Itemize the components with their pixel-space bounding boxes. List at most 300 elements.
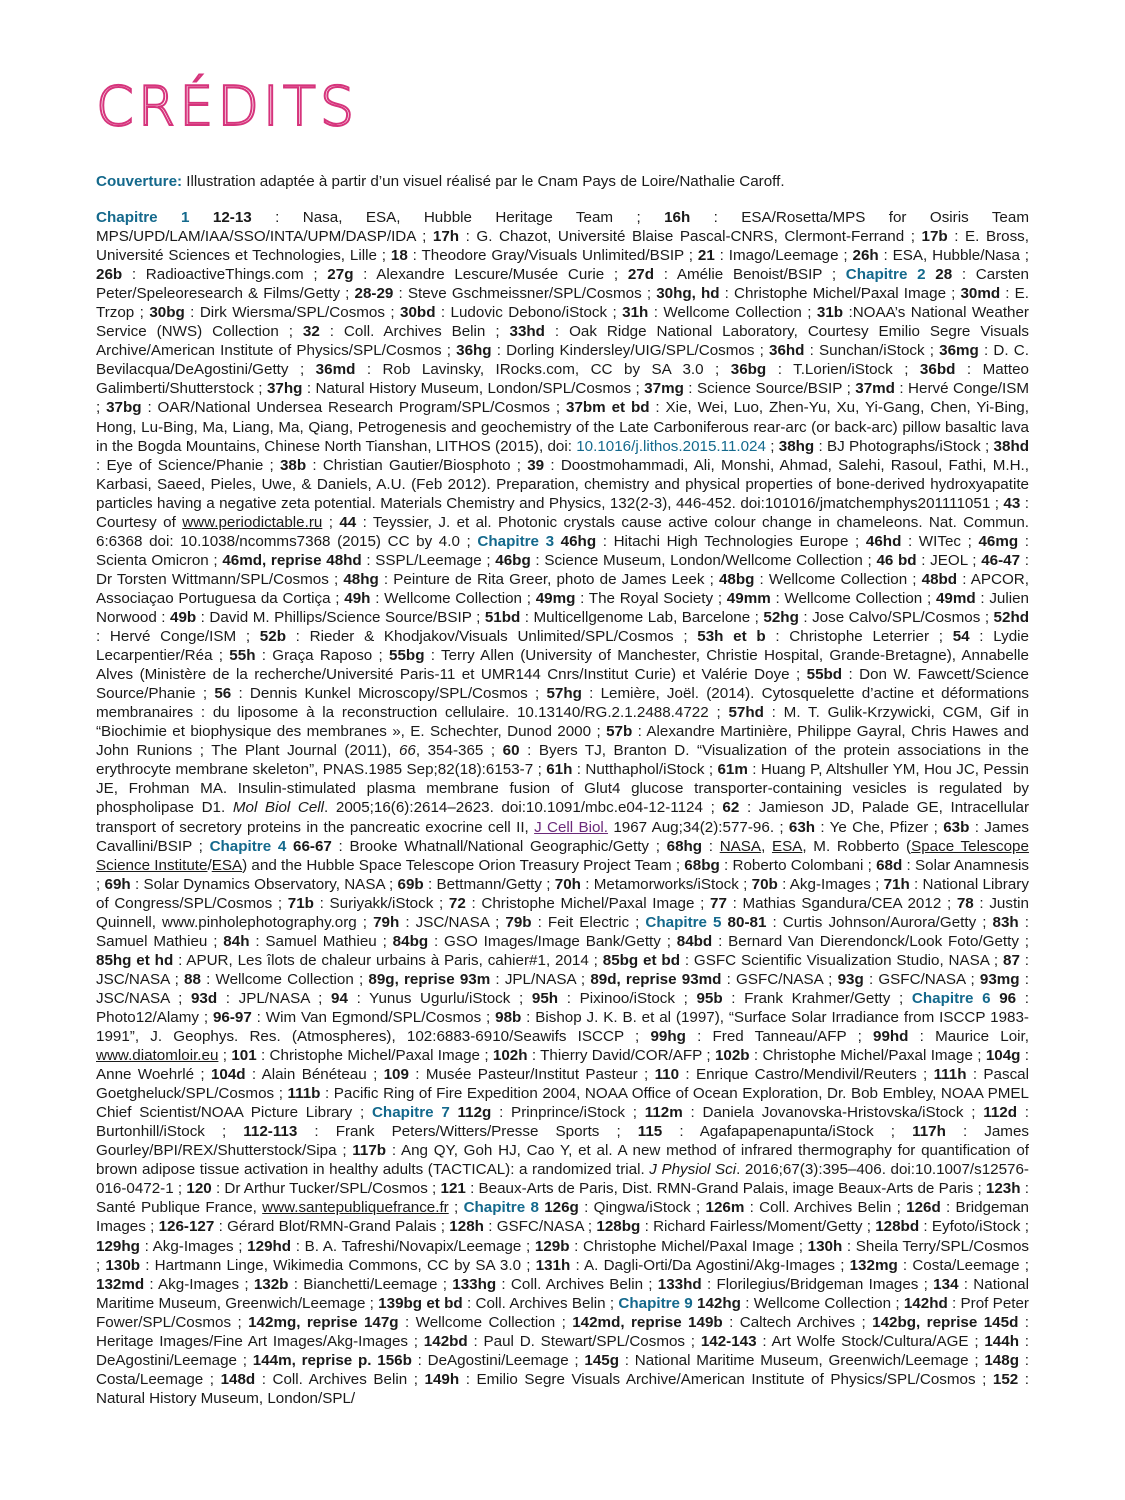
credit-page-ref: 66-67: [286, 837, 332, 855]
credit-text: : Hervé Conge/ISM ;: [96, 628, 260, 646]
credit-text: : Scienta Omicron ;: [96, 532, 1029, 569]
credit-page-ref: 56: [214, 685, 232, 703]
credit-page-ref: 52hg: [763, 608, 799, 626]
credit-page-ref: 68hg: [666, 837, 703, 855]
credit-text: : Samuel Mathieu ;: [249, 932, 393, 950]
credit-text: : Wim Van Egmond/SPL/Cosmos ;: [251, 1008, 496, 1026]
credit-page-ref: 43: [1003, 494, 1021, 512]
credit-text: ,: [761, 837, 772, 855]
credit-page-ref: 30hg, hd: [656, 285, 720, 303]
credit-page-ref: 93mg: [979, 970, 1020, 988]
credit-text: : Pixinoo/iStock ;: [558, 989, 697, 1007]
credit-text: : Wellcome Collection ;: [754, 570, 922, 588]
credit-page-ref: 37bg: [106, 399, 142, 417]
credit-text: : Bianchetti/Leemage ;: [288, 1275, 453, 1293]
credit-text: : Christophe Leterrier ;: [765, 628, 953, 646]
credit-text: : Wellcome Collection ;: [770, 589, 936, 607]
credit-text: : Coll. Archives Belin ;: [319, 323, 510, 341]
credit-text: : Coll. Archives Belin ;: [255, 1370, 425, 1388]
credit-page-ref: 46 bd: [876, 551, 917, 569]
credit-text: : Steve Gschmeissner/SPL/Cosmos ;: [393, 285, 657, 303]
credit-page-ref: 30md: [960, 285, 1001, 303]
credit-text: 1967 Aug;34(2):577-96. ;: [608, 818, 789, 836]
credit-page-ref: 142hg: [692, 1294, 741, 1312]
credit-italic: Mol Biol Cell: [232, 799, 325, 817]
credit-page-ref: 87: [1003, 951, 1020, 969]
credit-text: : ESA, Hubble/Nasa ;: [878, 247, 1030, 265]
credit-page-ref: 132b: [253, 1275, 289, 1293]
chapter-heading: Chapitre 1: [96, 209, 190, 226]
credit-text: : Ye Che, Pfizer ;: [815, 818, 944, 836]
chapter-heading: Chapitre 5: [645, 913, 722, 931]
credit-italic: 66: [398, 742, 416, 760]
credit-page-ref: 142md, reprise 149b: [572, 1313, 723, 1331]
credit-text: : Wellcome Collection ;: [648, 304, 817, 322]
credit-text: : Xie, Wei, Luo, Zhen-Yu, Xu, Yi-Gang, Chen, Yi-Bing, Hong, Lu-Bing, Ma, Liang, Ma, Qiang, Petrogenesis and geochemistry of the Late Carboniferous rear-arc (or back-arc) pillow basaltic lava in the Bogda Mountains, Chinese North Tianshan, LITHOS (2015), doi:: [96, 399, 1029, 455]
credit-text: : Courtesy of: [96, 494, 1029, 531]
credit-page-ref: 26b: [96, 266, 123, 284]
credit-text: : Costa/Leemage ;: [897, 1256, 1029, 1274]
credit-text: : Solar Dynamics Observatory, NASA ;: [130, 875, 398, 893]
credit-page-ref: 93g: [837, 970, 864, 988]
credit-page-ref: 57hd: [728, 704, 764, 722]
credit-text: : Nutthaphol/iStock ;: [572, 761, 718, 779]
credit-page-ref: 38b: [279, 456, 307, 474]
credit-page-ref: 95b: [696, 989, 723, 1007]
credit-text: : Pacific Ring of Fire Expedition 2004, NOAA Office of Ocean Exploration, Dr. Bob Embley, NOAA PMEL Chief Scientist/NOAA Picture Library ;: [96, 1085, 1029, 1122]
credit-page-ref: 133hd: [657, 1275, 702, 1293]
credit-page-ref: 30bd: [400, 304, 436, 322]
credit-text: : Sunchan/iStock ;: [804, 342, 940, 360]
credit-page-ref: 63h: [788, 818, 816, 836]
credit-text: : Theodore Gray/Visuals Unlimited/BSIP ;: [407, 247, 698, 265]
credit-text: , M. Robberto (: [802, 837, 912, 855]
credit-link[interactable]: Space Telescope Science Institute: [96, 837, 1029, 874]
credit-text: : Amélie Benoist/BSIP ;: [654, 266, 846, 284]
credit-page-ref: 30bg: [149, 304, 185, 322]
credit-page-ref: 71h: [883, 875, 910, 893]
credit-page-ref: 46-47: [981, 551, 1021, 569]
credit-page-ref: 139bg et bd: [378, 1294, 463, 1312]
credit-page-ref: 88: [184, 970, 201, 988]
credit-text: ;: [448, 1199, 464, 1217]
credit-page-ref: 142-143: [700, 1332, 757, 1350]
credit-text: : Christophe Michel/Paxal Image ;: [465, 894, 711, 912]
chapter-heading: Chapitre 6: [911, 989, 991, 1007]
credit-page-ref: 129hg: [96, 1237, 140, 1255]
credit-page-ref: 128h: [449, 1218, 484, 1236]
credit-page-ref: 68d: [876, 856, 903, 874]
credit-text: : Gérard Blot/RMN-Grand Palais ;: [214, 1218, 450, 1236]
credit-page-ref: 28: [925, 266, 953, 284]
credits-paragraph: [96, 208, 1029, 1408]
credit-page-ref: 128bd: [875, 1218, 920, 1236]
credit-text: : Wellcome Collection ;: [200, 970, 369, 988]
credit-page-ref: 120: [186, 1180, 212, 1198]
credit-page-ref: 46hd: [865, 532, 902, 550]
credit-text: : Rob Lavinsky, IRocks.com, CC by SA 3.0 ;: [355, 361, 731, 379]
credit-page-ref: 133hg: [452, 1275, 497, 1293]
credit-page-ref: 142mg, reprise 147g: [248, 1313, 399, 1331]
credit-page-ref: 27g: [327, 266, 354, 284]
credit-text: : Burtonhill/iStock ;: [96, 1104, 1029, 1141]
credit-page-ref: 49b: [170, 608, 197, 626]
credit-page-ref: 51bd: [484, 608, 521, 626]
credit-text: : Brooke Whatnall/National Geographic/Getty ;: [331, 837, 667, 855]
credit-page-ref: 80-81: [721, 913, 767, 931]
credit-page-ref: 69b: [397, 875, 424, 893]
credit-text: : Jamieson JD, Palade GE, Intracellular transport of secretory proteins in the pancreatic exocrine cell II,: [96, 799, 1030, 836]
credit-page-ref: 130b: [105, 1256, 141, 1274]
credit-text: : Pascal Goetgheluck/SPL/Cosmos ;: [96, 1066, 1029, 1103]
credit-text: : Christophe Michel/Paxal Image ;: [719, 285, 961, 303]
credit-text: : Caltech Archives ;: [722, 1313, 873, 1331]
credit-page-ref: 48bd: [921, 570, 958, 588]
chapter-heading: Chapitre 4: [209, 837, 287, 855]
credit-text: : Oak Ridge National Laboratory, Courtesy Emilio Segre Visuals Archive/American Institute of Physics/SPL/Cosmos ;: [96, 323, 1029, 360]
cover-credit: [96, 172, 1029, 191]
credit-page-ref: 111b: [287, 1085, 321, 1103]
credit-page-ref: 46md, reprise 48hd: [222, 551, 362, 569]
credit-text: : Frank Krahmer/Getty ;: [722, 989, 912, 1007]
credit-page-ref: 55bg: [389, 647, 425, 665]
credit-text: : Costa/Leemage ;: [96, 1351, 1029, 1388]
credit-page-ref: 144m, reprise p. 156b: [252, 1351, 412, 1369]
credit-page-ref: 83h: [992, 913, 1019, 931]
credit-text: : Maurice Loir,: [908, 1028, 1029, 1046]
credit-page-ref: 89d, reprise 93md: [590, 970, 722, 988]
credit-text: : Multicellgenome Lab, Barcelone ;: [520, 608, 764, 626]
credit-page-ref: 112-113: [243, 1123, 298, 1141]
credit-page-ref: 131h: [535, 1256, 571, 1274]
credit-page-ref: 126-127: [158, 1218, 215, 1236]
credit-text: ;: [765, 437, 779, 455]
credit-text: ;: [322, 513, 340, 531]
credit-text: : Photo12/Alamy ;: [96, 989, 1029, 1026]
credit-page-ref: 149h: [424, 1370, 460, 1388]
credit-text: : Christophe Michel/Paxal Image ;: [749, 1047, 986, 1065]
credit-link[interactable]: ESA: [771, 837, 803, 855]
credit-link[interactable]: ESA: [211, 856, 243, 874]
credit-text: : T.Lorien/iStock ;: [766, 361, 920, 379]
credit-text: : Anne Woehrlé ;: [96, 1047, 1029, 1084]
credit-page-ref: 60: [502, 742, 520, 760]
credit-page-ref: 37md: [855, 380, 895, 398]
credit-page-ref: 98b: [495, 1008, 522, 1026]
credit-page-ref: 70h: [554, 875, 581, 893]
credit-page-ref: 55bd: [806, 666, 843, 684]
credit-page-ref: 28-29: [354, 285, 394, 303]
credit-page-ref: 62: [722, 799, 740, 817]
credit-text: : A. Dagli-Orti/Da Agostini/Akg-Images ;: [570, 1256, 850, 1274]
credit-text: : Wellcome Collection ;: [370, 589, 536, 607]
credit-page-ref: 77: [710, 894, 727, 912]
credit-page-ref: 84bg: [392, 932, 429, 950]
credit-text: : Julien Norwood :: [96, 589, 1030, 626]
credit-text: : Eyfoto/iStock ;: [919, 1218, 1030, 1236]
credit-link[interactable]: www.periodictable.ru: [182, 513, 323, 531]
cover-label: Couverture:: [96, 173, 183, 190]
credit-page-ref: 79b: [505, 913, 532, 931]
credit-text: : Coll. Archives Belin ;: [462, 1294, 619, 1312]
credit-page-ref: 126g: [538, 1199, 579, 1217]
credit-page-ref: 53h et b: [697, 628, 766, 646]
credit-text: : M. T. Gulik-Krzywicki, CGM, Gif in “Biochimie et biophysique des membranes », E. Schechter, Dunod 2000 ;: [96, 704, 1030, 741]
credit-page-ref: 44: [339, 513, 357, 531]
credit-text: ;: [218, 1047, 232, 1065]
credit-page-ref: 54: [952, 628, 970, 646]
credit-text: : Science Museum, London/Wellcome Collection ;: [530, 551, 877, 569]
credit-text: , 354-365 ;: [415, 742, 503, 760]
credit-page-ref: 132mg: [849, 1256, 898, 1274]
credit-text: : Roberto Colombani ;: [719, 856, 877, 874]
credit-text: : Wellcome Collection ;: [740, 1294, 904, 1312]
credit-text: : Alexandre Lescure/Musée Curie ;: [353, 266, 628, 284]
credit-page-ref: 129hd: [247, 1237, 292, 1255]
credit-text: :NOAA’s National Weather Service (NWS) Collection ;: [96, 304, 1029, 341]
credit-text: : Bishop J. K. B. et al (1997), “Surface Solar Irradiance from ISCCP 1983-1991”, J. Geophys. Res. (Atmospheres), 102:6883-6910/Seawifs ISCCP ;: [96, 1008, 1029, 1046]
credit-text: : Rieder & Khodjakov/Visuals Unlimited/SPL/Cosmos ;: [285, 628, 698, 646]
credit-link[interactable]: NASA: [719, 837, 762, 855]
credit-page-ref: 38hd: [993, 437, 1029, 455]
credit-page-ref: 26h: [852, 247, 879, 265]
credit-page-ref: 48bg: [718, 570, 755, 588]
credit-text: : DeAgostini/Leemage ;: [411, 1351, 585, 1369]
credit-page-ref: 95h: [531, 989, 559, 1007]
credit-page-ref: 102b: [714, 1047, 750, 1065]
credit-text: : G. Chazot, Université Blaise Pascal-CNRS, Clermont-Ferrand ;: [459, 228, 922, 246]
credit-page-ref: 31h: [622, 304, 649, 322]
credit-page-ref: 37mg: [644, 380, 684, 398]
credit-page-ref: 126d: [906, 1199, 941, 1217]
credit-page-ref: 36bd: [919, 361, 956, 379]
credit-page-ref: 112d: [983, 1104, 1017, 1122]
credit-page-ref: 63b: [943, 818, 970, 836]
credit-text: : Huang P, Altshuller YM, Hou JC, Pessin JE, Frohman MA. Insulin-stimulated plasma membrane fusion of Glut4 glucose transporter-containing vesicles is regulated by phospholipase D1.: [96, 761, 1029, 817]
credit-text: : B. A. Tafreshi/Novapix/Leemage ;: [291, 1237, 535, 1255]
credit-text: : The Royal Society ;: [575, 589, 727, 607]
credit-page-ref: 52b: [259, 628, 286, 646]
credit-text: : Beaux-Arts de Paris, Dist. RMN-Grand Palais, image Beaux-Arts de Paris ;: [465, 1180, 986, 1198]
credit-text: : Jose Calvo/SPL/Cosmos ;: [798, 608, 994, 626]
credit-text: : Dennis Kunkel Microscopy/SPL/Cosmos ;: [231, 685, 547, 703]
credit-text: : Art Wolfe Stock/Cultura/AGE ;: [756, 1332, 985, 1350]
credit-doi-link[interactable]: 10.1016/j.lithos.2015.11.024: [576, 437, 766, 455]
credit-text: : Akg-Images ;: [777, 875, 884, 893]
credit-page-ref: 18: [390, 247, 408, 265]
credit-text: : Mathias Sgandura/CEA 2012 ;: [726, 894, 957, 912]
credit-page-ref: 12-13: [189, 209, 252, 226]
credit-text: : RadioactiveThings.com ;: [122, 266, 328, 284]
credit-page-ref: 85bg et bd: [602, 951, 680, 969]
credit-page-ref: 132md: [96, 1275, 145, 1293]
credit-text: . 2005;16(6):2614–2623. doi:10.1091/mbc.e04-12-1124 ;: [324, 799, 723, 817]
credit-page-ref: 33hd: [509, 323, 545, 341]
credit-text: : BJ Photographs/iStock ;: [814, 437, 994, 455]
credit-text: : Bernard Van Dierendonck/Look Foto/Getty ;: [712, 932, 1029, 950]
credit-link[interactable]: www.diatomloir.eu: [96, 1047, 219, 1065]
credit-text: : Suriyakk/iStock ;: [313, 894, 449, 912]
credit-text: : David M. Phillips/Science Source/BSIP ;: [196, 608, 485, 626]
credit-page-ref: 111h: [933, 1066, 967, 1084]
credit-text: : Coll. Archives Belin ;: [496, 1275, 658, 1293]
credit-text: : JEOL ;: [916, 551, 982, 569]
credit-page-ref: 37bm et bd: [566, 399, 650, 417]
credit-text: : Akg-Images ;: [144, 1275, 254, 1293]
credit-page-ref: 144h: [984, 1332, 1019, 1350]
credit-text: : Nasa, ESA, Hubble Heritage Team ;: [251, 209, 665, 226]
credit-page-ref: 102h: [492, 1047, 528, 1065]
credit-text: :: [702, 837, 720, 855]
credit-text: : Natural History Museum, London/SPL/Cosmos ;: [302, 380, 645, 398]
credit-link[interactable]: J Cell Biol.: [534, 818, 609, 836]
credit-page-ref: 142bd: [423, 1332, 468, 1350]
credit-text: : Akg-Images ;: [139, 1237, 248, 1255]
credit-page-ref: 89g, reprise 93m: [368, 970, 491, 988]
credit-text: : Dorling Kindersley/UIG/SPL/Cosmos ;: [491, 342, 770, 360]
credit-page-ref: 57b: [606, 723, 633, 741]
credit-text: ) and the Hubble Space Telescope Orion Treasury Project Team ;: [242, 856, 685, 874]
credit-page-ref: 36mg: [939, 342, 979, 360]
credit-text: : Heritage Images/Fine Art Images/Akg-Images ;: [96, 1313, 1030, 1350]
credit-text: : Lydie Lecarpentier/Réa ;: [96, 628, 1029, 665]
credit-text: : Don W. Fawcett/Science Source/Phanie ;: [96, 666, 1029, 703]
credit-page-ref: 72: [448, 894, 466, 912]
credit-text: . 2016;67(3):395–406. doi:10.1007/s12576-016-0472-1 ;: [96, 1161, 1029, 1198]
credit-page-ref: 104g: [985, 1047, 1021, 1065]
credit-page-ref: 148g: [984, 1351, 1019, 1369]
chapter-heading: Chapitre 7: [371, 1104, 450, 1122]
chapter-heading: Chapitre 9: [618, 1294, 693, 1312]
credit-page-ref: 84bd: [676, 932, 713, 950]
chapter-heading: Chapitre 2: [845, 266, 926, 284]
credit-text: : Hitachi High Technologies Europe ;: [596, 532, 866, 550]
credit-text: : Wellcome Collection ;: [398, 1313, 573, 1331]
credit-page-ref: 57hg: [546, 685, 582, 703]
credit-page-ref: 78: [956, 894, 974, 912]
credit-text: : Musée Pasteur/Institut Pasteur ;: [408, 1066, 655, 1084]
credit-text: : Samuel Mathieu ;: [96, 913, 1029, 950]
credit-text: : Teyssier, J. et al. Photonic crystals cause active colour change in chameleons. Nat. Commun. 6:6368 doi: 10.1038/ncomms7368 (2015) CC by 4.0 ;: [96, 513, 1029, 550]
credit-text: : Lemière, Joël. (2014). Cytosquelette d’actine et déformations membranaires : du liposome à la reconstruction cellulaire. 10.13140/RG.2.1.2488.4722 ;: [96, 685, 1029, 722]
credit-text: : Peinture de Rita Greer, photo de James Leek ;: [378, 570, 719, 588]
credit-text: : National Maritime Museum, Greenwich/Leemage ;: [619, 1351, 985, 1369]
credit-page-ref: 32: [302, 323, 320, 341]
credit-text: : Qingwa/iStock ;: [578, 1199, 706, 1217]
credit-page-ref: 49mm: [726, 589, 771, 607]
credit-page-ref: 115: [637, 1123, 663, 1141]
credit-page-ref: 52hd: [993, 608, 1029, 626]
credit-page-ref: 96-97: [212, 1008, 252, 1026]
credit-text: : Justin Quinnell, www.pinholephotography.org ;: [96, 894, 1029, 931]
credit-page-ref: 79h: [373, 913, 400, 931]
credit-text: : Doostmohammadi, Ali, Monshi, Ahmad, Salehi, Rasoul, Fathi, M.H., Karbasi, Saeed, Pieles, Uwe, & Daniels, A.U. (Feb 2012). Preparation, chemistry and physical properties of bone-derived hydroxyapatite particles having a negative zeta potential. Materials Chemistry and Physics, 132(2-3), 446-452. doi:101016/jmatchemphys201111051 ;: [96, 456, 1029, 512]
credit-page-ref: 101: [231, 1047, 257, 1065]
credit-text: : National Maritime Museum, Greenwich/Leemage ;: [96, 1275, 1029, 1312]
credit-text: : Solar Anamnesis ;: [96, 856, 1030, 893]
credit-text: : WITec ;: [901, 532, 979, 550]
credit-page-ref: 112g: [449, 1104, 492, 1122]
credit-page-ref: 99hg: [650, 1028, 686, 1046]
credit-text: : APUR, Les îlots de chaleur urbains à Paris, cahier#1, 2014 ;: [173, 951, 603, 969]
credit-page-ref: 142bg, reprise 145d: [872, 1313, 1019, 1331]
credit-text: : JSC/NASA ;: [399, 913, 506, 931]
credit-text: : DeAgostini/Leemage ;: [96, 1332, 1029, 1369]
cover-text: Illustration adaptée à partir d’un visuel réalisé par le Cnam Pays de Loire/Nathalie Caroff.: [182, 173, 785, 190]
credit-page-ref: 96: [990, 989, 1017, 1007]
credit-link[interactable]: www.santepubliquefrance.fr: [262, 1199, 449, 1217]
credit-page-ref: 68bg: [684, 856, 720, 874]
credit-page-ref: 70b: [751, 875, 778, 893]
credit-text: : James Cavallini/BSIP ;: [96, 818, 1029, 855]
credit-text: : Coll. Archives Belin ;: [744, 1199, 907, 1217]
credit-page-ref: 148d: [220, 1370, 256, 1388]
credit-text: : Christian Gautier/Biosphoto ;: [306, 456, 528, 474]
credit-text: : Eye of Science/Phanie ;: [96, 456, 280, 474]
credit-page-ref: 71b: [287, 894, 314, 912]
credit-text: : Curtis Johnson/Aurora/Getty ;: [766, 913, 993, 931]
credit-text: : Imago/Leemage ;: [714, 247, 853, 265]
credit-page-ref: 85hg et hd: [96, 951, 174, 969]
credit-text: : D. C. Bevilacqua/DeAgostini/Getty ;: [96, 342, 1029, 379]
credit-page-ref: 94: [331, 989, 348, 1007]
credit-page-ref: 46mg: [978, 532, 1019, 550]
credit-text: : Hartmann Linge, Wikimedia Commons, CC by SA 3.0 ;: [140, 1256, 536, 1274]
credit-text: : Dirk Wiersma/SPL/Cosmos ;: [184, 304, 401, 322]
credit-text: : Byers TJ, Branton D. “Visualization of the protein associations in the erythrocyte membrane skeleton”, PNAS.1985 Sep;82(18):6153-7 ;: [96, 742, 1030, 779]
credit-page-ref: 128bg: [596, 1218, 641, 1236]
credit-text: : Dr Arthur Tucker/SPL/Cosmos ;: [211, 1180, 441, 1198]
credit-text: : Science Source/BSIP ;: [683, 380, 856, 398]
credit-text: : ESA/Rosetta/MPS for Osiris Team MPS/UPD/LAM/IAA/SSO/INTA/UPM/DASP/IDA ;: [96, 209, 1029, 246]
credit-page-ref: 117b: [352, 1142, 387, 1160]
credit-page-ref: 126m: [705, 1199, 745, 1217]
credit-text: : GSFC/NASA ;: [721, 970, 838, 988]
credit-page-ref: 55h: [229, 647, 256, 665]
credit-page-ref: 17h: [432, 228, 460, 246]
credit-text: : Bridgeman Images ;: [96, 1199, 1029, 1236]
credit-text: : GSO Images/Image Bank/Getty ;: [428, 932, 677, 950]
credit-page-ref: 49mg: [535, 589, 576, 607]
credit-page-ref: 129b: [534, 1237, 570, 1255]
credit-page-ref: 110: [654, 1066, 680, 1084]
credit-text: : GSFC/NASA ;: [863, 970, 980, 988]
credit-page-ref: 36hd: [769, 342, 805, 360]
credit-text: : Alain Bénéteau ;: [245, 1066, 384, 1084]
credit-text: : Santé Publique France,: [96, 1180, 1029, 1217]
credit-page-ref: 49md: [935, 589, 976, 607]
credit-text: : Prof Peter Fower/SPL/Cosmos ;: [96, 1294, 1029, 1331]
credit-page-ref: 134: [933, 1275, 959, 1293]
credit-page-ref: 17b: [921, 228, 948, 246]
credit-page-ref: 27d: [627, 266, 655, 284]
credit-text: : Bettmann/Getty ;: [423, 875, 555, 893]
credit-page-ref: 48hg: [343, 570, 379, 588]
credit-text: : Prinprince/iStock ;: [491, 1104, 645, 1122]
credit-page-ref: 142hd: [903, 1294, 948, 1312]
credit-text: : Carsten Peter/Speleoresearch & Films/Getty ;: [96, 266, 1029, 303]
credit-text: : JSC/NASA ;: [96, 951, 1029, 988]
credit-text: : National Library of Congress/SPL/Cosmos ;: [96, 875, 1029, 912]
credit-text: : James Gourley/BPI/REX/Shutterstock/Sipa ;: [96, 1123, 1029, 1160]
credit-page-ref: 117h: [912, 1123, 946, 1141]
credit-text: : E. Trzop ;: [96, 285, 1029, 322]
credit-text: : E. Bross, Université Sciences et Technologies, Lille ;: [96, 228, 1029, 265]
credit-page-ref: 145g: [584, 1351, 620, 1369]
credit-page-ref: 21: [697, 247, 715, 265]
credit-page-ref: 104d: [210, 1066, 246, 1084]
credit-page-ref: 36hg: [456, 342, 492, 360]
